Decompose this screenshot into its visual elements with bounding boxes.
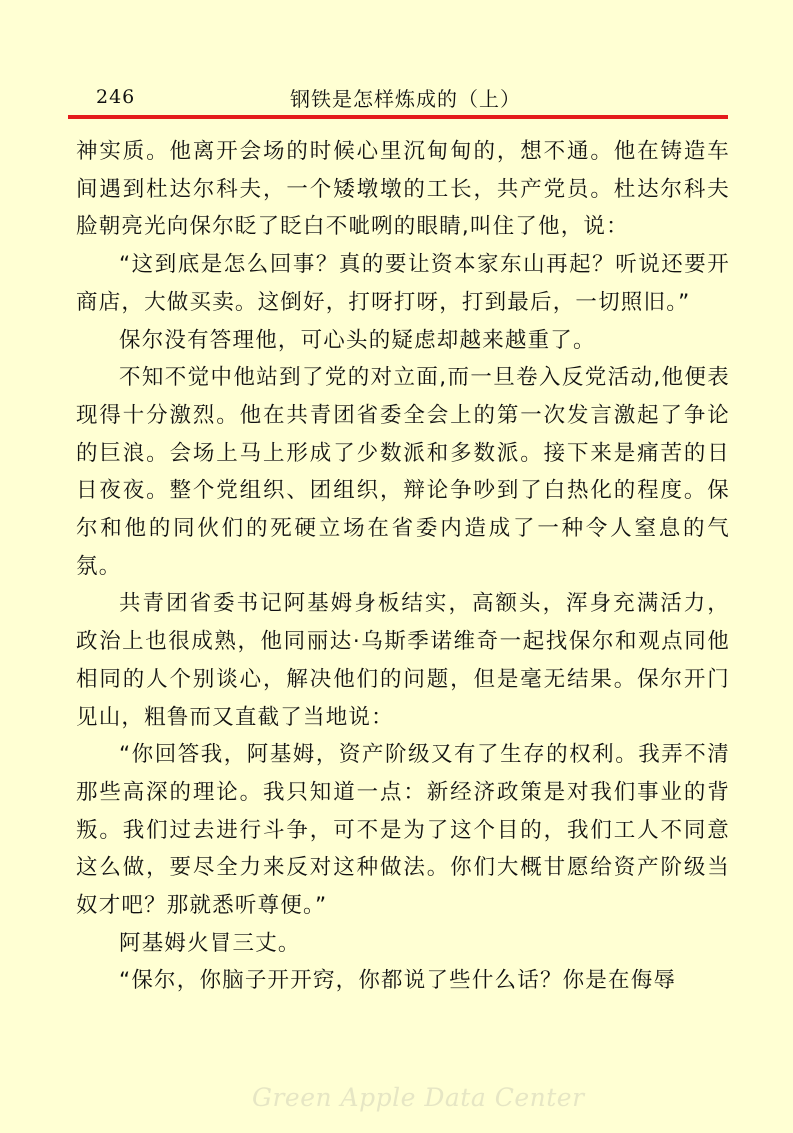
page-number: 246 <box>96 86 136 108</box>
header-rule <box>68 115 728 119</box>
paragraph: 保尔没有答理他，可心头的疑虑却越来越重了。 <box>119 327 596 353</box>
paragraph: “你回答我，阿基姆，资产阶级又有了生存的权利。我弄不清那些高深的理论。我只知道一点：新经济政策是对我们事业的背叛。我们过去进行斗争，可不是为了这个目的，我们工人不同意这么做，要尽全力来反对这种做法。你们大概甘愿给资产阶级当奴才吧？那就悉听尊便。” <box>76 742 730 919</box>
paragraph: 阿基姆火冒三丈。 <box>119 930 301 956</box>
paragraph: “保尔，你脑子开开窍，你都说了些什么话？你是在侮辱 <box>119 968 677 994</box>
body-text <box>76 133 730 1000</box>
paragraph: 神实质。他离开会场的时候心里沉甸甸的，想不通。他在铸造车间遇到杜达尔科夫，一个矮墩墩的工长，共产党员。杜达尔科夫脸朝亮光向保尔眨了眨白不呲咧的眼睛,叫住了他，说： <box>76 139 730 240</box>
paragraph: 不知不觉中他站到了党的对立面,而一旦卷入反党活动,他便表现得十分激烈。他在共青团省委全会上的第一次发言激起了争论的巨浪。会场上马上形成了少数派和多数派。接下来是痛苦的日日夜夜。整个党组织、团组织，辩论争吵到了白热化的程度。保尔和他的同伙们的死硬立场在省委内造成了一种令人窒息的气氛。 <box>76 365 730 579</box>
paragraph: “这到底是怎么回事？真的要让资本家东山再起？听说还要开商店，大做买卖。这倒好，打呀打呀，打到最后，一切照旧。” <box>76 252 730 315</box>
page-header <box>68 76 728 120</box>
watermark: Green Apple Data Center <box>252 1083 585 1112</box>
running-title: 钢铁是怎样炼成的（上） <box>290 87 521 111</box>
paragraph: 共青团省委书记阿基姆身板结实，高额头，浑身充满活力，政治上也很成熟，他同丽达·乌斯季诺维奇一起找保尔和观点同他相同的人个别谈心，解决他们的问题，但是毫无结果。保尔开门见山，粗鲁而又直截了当地说： <box>76 591 730 730</box>
